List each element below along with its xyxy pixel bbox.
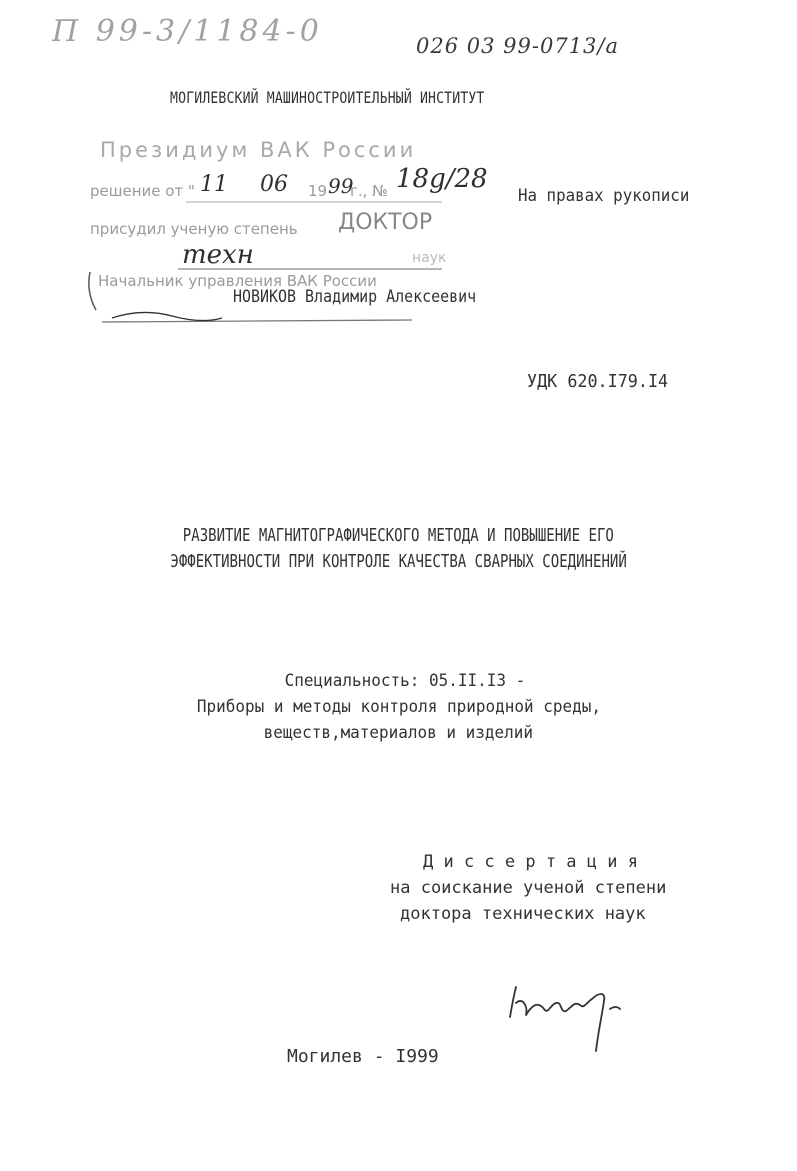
stamp-lines-graphic: [82, 122, 460, 342]
dissertation-degree-line-1: на соискание ученой степени: [390, 878, 667, 898]
speciality-name-line-2: веществ,материалов и изделий: [263, 723, 534, 743]
stamp-decision-prefix: решение от ": [90, 182, 195, 200]
city-year: Могилев - I999: [287, 1046, 439, 1067]
speciality-name-line-1: Приборы и методы контроля природной среды,: [196, 697, 601, 717]
stamp-awarded: присудил ученую степень: [90, 220, 298, 238]
stamp-field: техн: [182, 240, 254, 270]
stamp-year: 99: [328, 174, 354, 198]
stamp-number: 18g/28: [396, 164, 488, 194]
manuscript-rights: На правах рукописи: [518, 186, 690, 206]
dissertation-degree-line-2: доктора технических наук: [400, 904, 646, 924]
handwritten-archive-note: П 99-3/1184-0: [52, 14, 323, 49]
stamp-head-of-department: Начальник управления ВАК России: [98, 272, 377, 290]
stamp-field-suffix: наук: [412, 250, 447, 266]
stamp-degree: ДОКТОР: [338, 210, 433, 235]
signature-graphic: [502, 975, 642, 1055]
title-line-1: РАЗВИТИЕ МАГНИТОГРАФИЧЕСКОГО МЕТОДА И ПОВЫШЕНИЕ ЕГО: [182, 525, 615, 546]
speciality-code: Специальность: 05.II.I3 -: [284, 671, 525, 691]
stamp-year-prefix: 19: [308, 182, 328, 200]
stamp-month: 06: [260, 172, 288, 197]
udc-code: УДК 620.I79.I4: [527, 371, 669, 392]
stamp-presidium: Президиум ВАК России: [100, 138, 417, 162]
stamp-day: 11: [200, 172, 228, 197]
author-name: НОВИКОВ Владимир Алексеевич: [233, 287, 477, 307]
institute-name: МОГИЛЕВСКИЙ МАШИНОСТРОИТЕЛЬНЫЙ ИНСТИТУТ: [170, 88, 485, 107]
vak-stamp: [82, 122, 488, 342]
stamp-number-prefix: г., №: [350, 182, 388, 200]
title-line-2: ЭФФЕКТИВНОСТИ ПРИ КОНТРОЛЕ КАЧЕСТВА СВАРНЫХ СОЕДИНЕНИЙ: [170, 551, 627, 572]
handwritten-reference-number: 026 03 99-0713/а: [416, 34, 620, 58]
dissertation-heading: Д и с с е р т а ц и я: [423, 852, 638, 872]
author-signature: [502, 975, 642, 1064]
